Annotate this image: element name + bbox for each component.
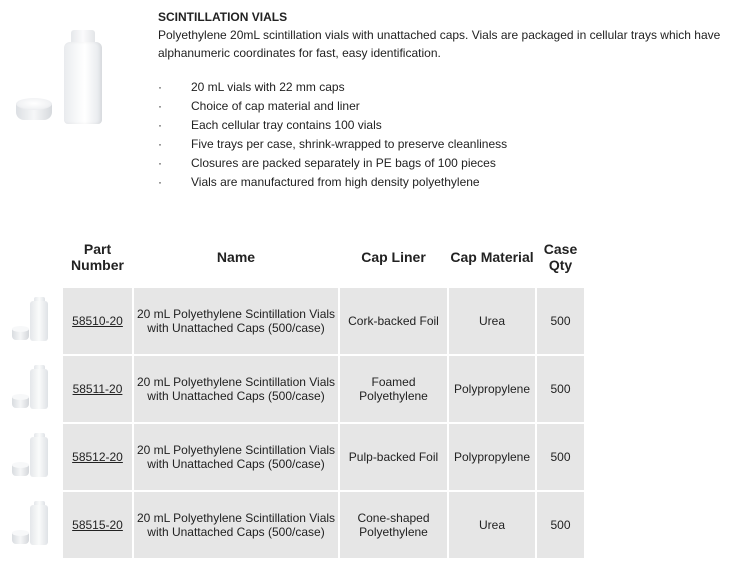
cap-liner: Foamed Polyethylene bbox=[340, 356, 447, 422]
cap-material: Polypropylene bbox=[449, 424, 535, 490]
row-thumbnail bbox=[4, 356, 61, 422]
vial-body bbox=[64, 42, 102, 124]
feature-list bbox=[158, 78, 718, 192]
feature-item: · Choice of cap material and liner bbox=[158, 99, 360, 113]
part-number-link[interactable]: 58511-20 bbox=[72, 382, 123, 396]
header-part-number: Part Number bbox=[63, 228, 132, 286]
product-name: 20 mL Polyethylene Scintillation Vials with Unattached Caps (500/case) bbox=[134, 424, 338, 490]
feature-item: · Vials are manufactured from high density polyethylene bbox=[158, 175, 480, 189]
table-row bbox=[4, 288, 584, 354]
cap-liner: Cone-shaped Polyethylene bbox=[340, 492, 447, 558]
product-table bbox=[2, 226, 586, 560]
header-cap-material: Cap Material bbox=[449, 228, 535, 286]
product-description: Polyethylene 20mL scintillation vials with unattached caps. Vials are packaged in cellular trays which have alphanumeric coordinates for fast, easy identification. bbox=[158, 28, 721, 60]
header-name: Name bbox=[134, 228, 338, 286]
header-case-qty: Case Qty bbox=[537, 228, 584, 286]
feature-item: · 20 mL vials with 22 mm caps bbox=[158, 80, 345, 94]
row-thumbnail bbox=[4, 424, 61, 490]
product-intro bbox=[158, 8, 738, 62]
product-title: SCINTILLATION VIALS bbox=[158, 10, 288, 24]
product-name: 20 mL Polyethylene Scintillation Vials with Unattached Caps (500/case) bbox=[134, 492, 338, 558]
row-thumbnail bbox=[4, 288, 61, 354]
part-number-link[interactable]: 58510-20 bbox=[72, 314, 123, 328]
header-image bbox=[4, 228, 61, 286]
product-image bbox=[14, 28, 106, 128]
table-row bbox=[4, 356, 584, 422]
row-thumbnail bbox=[4, 492, 61, 558]
feature-item: · Five trays per case, shrink-wrapped to preserve cleanliness bbox=[158, 137, 508, 151]
case-qty: 500 bbox=[537, 288, 584, 354]
cap-material: Urea bbox=[449, 492, 535, 558]
table-header-row bbox=[4, 228, 584, 286]
table-row bbox=[4, 492, 584, 558]
cap-material: Urea bbox=[449, 288, 535, 354]
product-name: 20 mL Polyethylene Scintillation Vials with Unattached Caps (500/case) bbox=[134, 356, 338, 422]
cap-liner: Pulp-backed Foil bbox=[340, 424, 447, 490]
feature-item: · Closures are packed separately in PE bags of 100 pieces bbox=[158, 156, 496, 170]
part-number-link[interactable]: 58515-20 bbox=[72, 518, 123, 532]
product-name: 20 mL Polyethylene Scintillation Vials with Unattached Caps (500/case) bbox=[134, 288, 338, 354]
header-cap-liner: Cap Liner bbox=[340, 228, 447, 286]
case-qty: 500 bbox=[537, 356, 584, 422]
cap-liner: Cork-backed Foil bbox=[340, 288, 447, 354]
feature-item: · Each cellular tray contains 100 vials bbox=[158, 118, 382, 132]
vial-cap bbox=[16, 98, 52, 124]
case-qty: 500 bbox=[537, 492, 584, 558]
table-row bbox=[4, 424, 584, 490]
cap-material: Polypropylene bbox=[449, 356, 535, 422]
case-qty: 500 bbox=[537, 424, 584, 490]
part-number-link[interactable]: 58512-20 bbox=[72, 450, 123, 464]
